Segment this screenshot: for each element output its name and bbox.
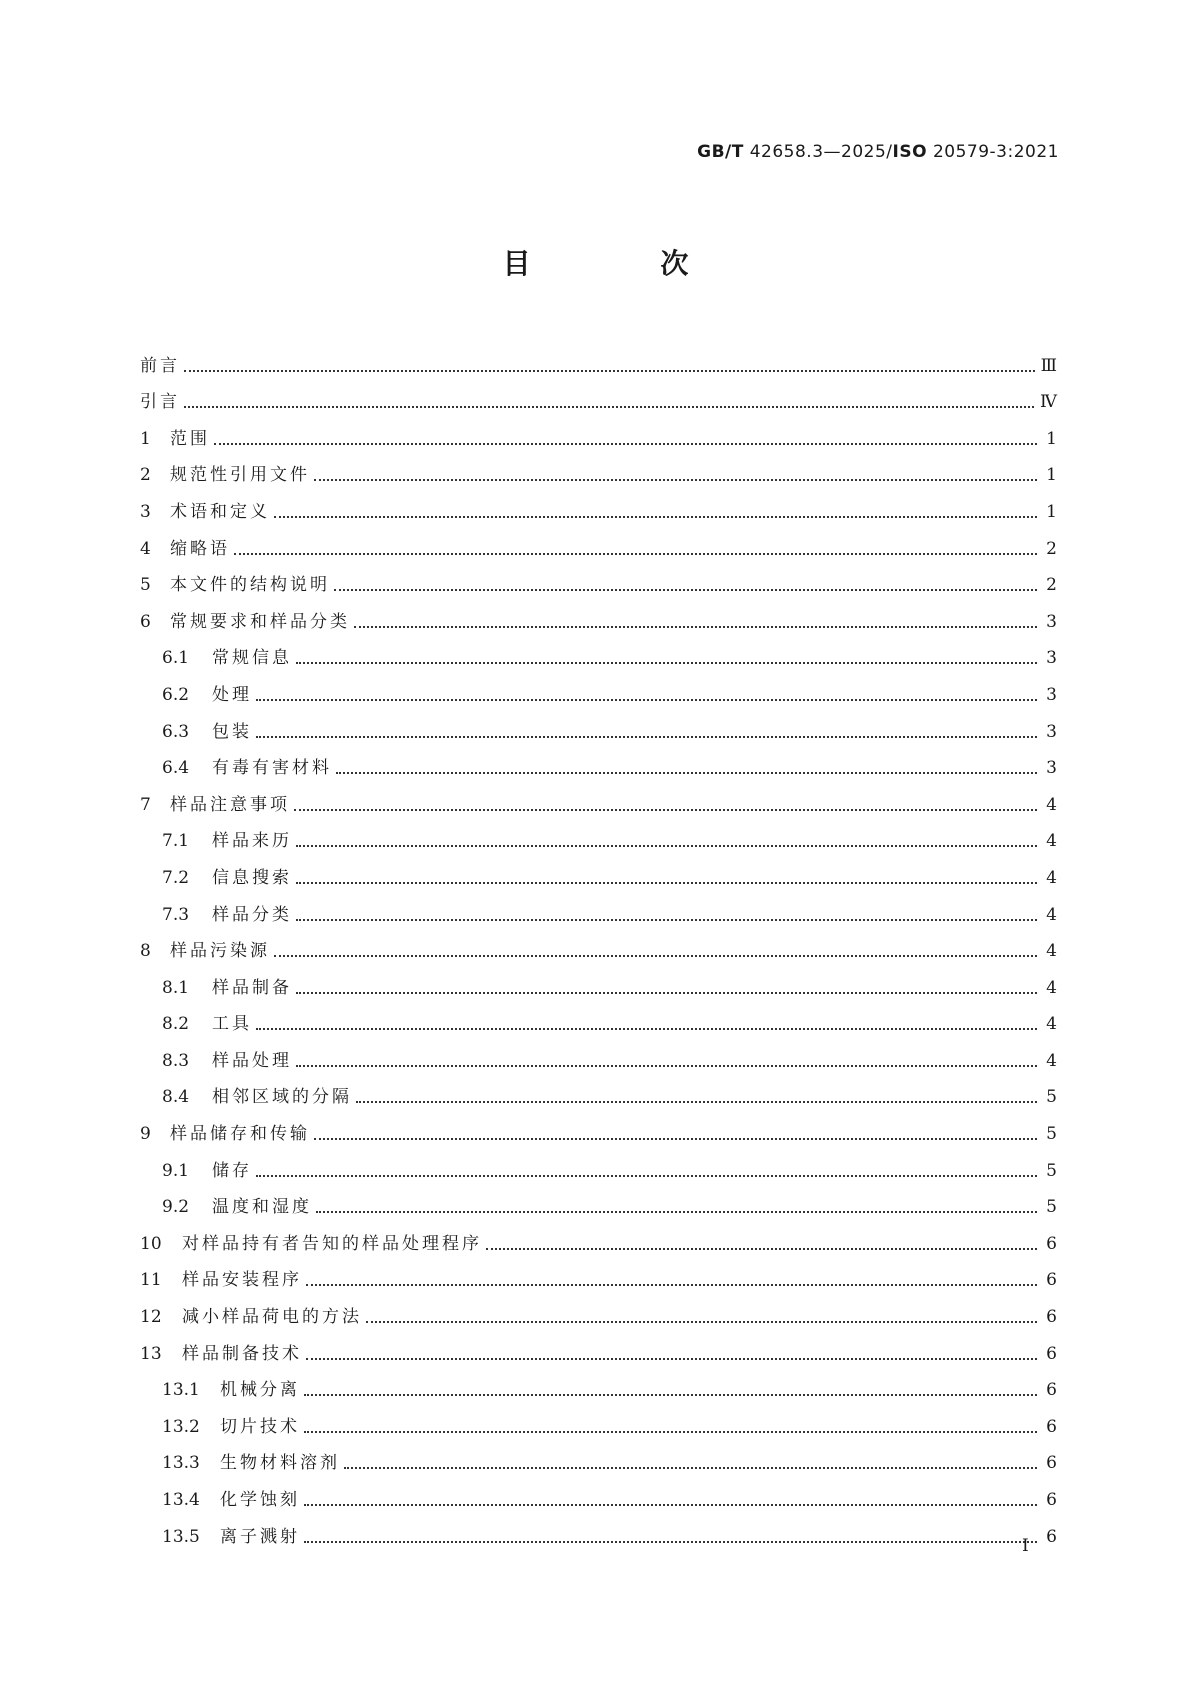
- toc-leader-dots: [234, 553, 1037, 555]
- iso-code-number: 20579-3:2021: [927, 142, 1059, 162]
- toc-leader-dots: [304, 1431, 1037, 1433]
- toc-entry[interactable]: [140, 1035, 1057, 1072]
- toc-entry[interactable]: [140, 1365, 1057, 1402]
- standard-code-number: 42658.3—2025/: [743, 142, 893, 162]
- standard-code-prefix: GB/T: [697, 142, 744, 162]
- toc-leader-dots: [354, 626, 1037, 628]
- toc-leader-dots: [294, 809, 1037, 811]
- toc-entry-number: 5: [140, 575, 151, 596]
- toc-entry-page: 4: [1046, 867, 1057, 888]
- toc-entry-page: 4: [1046, 831, 1057, 852]
- page-title: 目 次: [502, 247, 749, 280]
- toc-entry-title: 范围: [170, 428, 210, 449]
- toc-entry-number: 6: [140, 611, 151, 632]
- toc-entry-number: 6.3: [162, 721, 190, 742]
- toc-entry-title: 样品注意事项: [170, 794, 290, 815]
- toc-entry-page: 6: [1046, 1343, 1057, 1364]
- toc-entry-title: 前言: [140, 355, 180, 376]
- toc-leader-dots: [256, 1028, 1037, 1030]
- toc-entry-number: 8.1: [162, 977, 190, 998]
- toc-entry-number: 6.2: [162, 684, 190, 705]
- toc-leader-dots: [296, 882, 1037, 884]
- toc-entry[interactable]: [140, 413, 1057, 450]
- toc-entry-page: 6: [1046, 1380, 1057, 1401]
- toc-entry[interactable]: [140, 1072, 1057, 1109]
- toc-entry[interactable]: [140, 706, 1057, 743]
- toc-entry-title: 样品安装程序: [182, 1270, 302, 1291]
- toc-entry-number: 9.1: [162, 1160, 190, 1181]
- toc-entry-page: 3: [1046, 758, 1057, 779]
- toc-entry-number: 7.3: [162, 904, 190, 925]
- toc-entry-title: 机械分离: [220, 1380, 300, 1401]
- toc-entry-title: 处理: [212, 684, 252, 705]
- toc-entry-page: 3: [1046, 611, 1057, 632]
- toc-entry[interactable]: [140, 486, 1057, 523]
- standard-code: [697, 142, 1059, 162]
- toc-entry-page: 4: [1046, 794, 1057, 815]
- toc-entry-number: 9: [140, 1124, 151, 1145]
- toc-entry-page: Ⅳ: [1040, 392, 1057, 413]
- toc-entry-title: 样品来历: [212, 831, 292, 852]
- toc-entry[interactable]: [140, 633, 1057, 670]
- toc-entry-page: 1: [1046, 428, 1057, 449]
- toc-entry-page: Ⅲ: [1040, 355, 1057, 376]
- toc-entry[interactable]: [140, 669, 1057, 706]
- toc-entry[interactable]: [140, 1145, 1057, 1182]
- toc-entry-number: 6.1: [162, 648, 190, 669]
- toc-leader-dots: [256, 699, 1037, 701]
- toc-entry-title: 样品污染源: [170, 941, 270, 962]
- toc-entry[interactable]: [140, 926, 1057, 963]
- toc-entry-title: 温度和湿度: [212, 1197, 312, 1218]
- toc-leader-dots: [184, 406, 1034, 408]
- toc-entry[interactable]: [140, 560, 1057, 597]
- toc-entry-title: 常规要求和样品分类: [170, 611, 350, 632]
- iso-code-prefix: ISO: [892, 142, 928, 162]
- toc-entry-number: 13.4: [162, 1490, 200, 1510]
- toc-leader-dots: [214, 443, 1037, 445]
- toc-entry-title: 规范性引用文件: [170, 465, 310, 486]
- toc-entry[interactable]: [140, 889, 1057, 926]
- toc-leader-dots: [334, 589, 1037, 591]
- toc-entry[interactable]: [140, 523, 1057, 560]
- toc-entry-number: 7: [140, 794, 151, 815]
- toc-entry[interactable]: [140, 1218, 1057, 1255]
- toc-leader-dots: [184, 370, 1035, 372]
- toc-entry[interactable]: [140, 1438, 1057, 1475]
- toc-entry[interactable]: [140, 1474, 1057, 1511]
- toc-leader-dots: [296, 1065, 1037, 1067]
- toc-entry-number: 10: [140, 1233, 162, 1254]
- toc-leader-dots: [256, 736, 1037, 738]
- toc-entry-title: 本文件的结构说明: [170, 575, 330, 596]
- toc-entry[interactable]: [140, 1108, 1057, 1145]
- toc-entry-title: 生物材料溶剂: [220, 1453, 340, 1474]
- toc-entry-page: 6: [1046, 1233, 1057, 1254]
- toc-leader-dots: [306, 1358, 1037, 1360]
- toc-entry-title: 样品制备: [212, 977, 292, 998]
- toc-entry-page: 6: [1046, 1307, 1057, 1328]
- toc-entry-page: 2: [1046, 575, 1057, 596]
- toc-entry-title: 样品处理: [212, 1050, 292, 1071]
- toc-entry-page: 5: [1046, 1087, 1057, 1108]
- toc-entry-number: 1: [140, 428, 151, 449]
- toc-entry-title: 缩略语: [170, 538, 230, 559]
- toc-leader-dots: [316, 1211, 1037, 1213]
- toc-leader-dots: [306, 1284, 1037, 1286]
- toc-entry-number: 13.5: [162, 1526, 200, 1547]
- toc-entry-number: 3: [140, 501, 151, 522]
- toc-entry-page: 3: [1046, 684, 1057, 705]
- toc-entry-title: 信息搜索: [212, 867, 292, 888]
- toc-entry[interactable]: [140, 779, 1057, 816]
- toc-leader-dots: [274, 516, 1037, 518]
- toc-entry[interactable]: [140, 852, 1057, 889]
- toc-entry-title: 术语和定义: [170, 501, 270, 522]
- toc-entry-title: 样品制备技术: [182, 1343, 302, 1364]
- toc-entry-number: 8.3: [162, 1050, 190, 1071]
- toc-entry[interactable]: [140, 999, 1057, 1036]
- toc-entry-number: 12: [140, 1307, 162, 1328]
- toc-entry-page: 1: [1046, 465, 1057, 486]
- toc-entry-number: 13.1: [162, 1380, 200, 1401]
- toc-entry-page: 6: [1046, 1490, 1057, 1510]
- toc-leader-dots: [314, 1138, 1037, 1140]
- toc-entry-page: 6: [1046, 1526, 1057, 1547]
- toc-leader-dots: [304, 1541, 1037, 1543]
- toc-entry-number: 7.1: [162, 831, 190, 852]
- toc-entry-page: 3: [1046, 721, 1057, 742]
- toc-leader-dots: [296, 845, 1037, 847]
- toc-entry-page: 1: [1046, 501, 1057, 522]
- toc-entry-number: 9.2: [162, 1197, 190, 1218]
- toc-leader-dots: [314, 479, 1037, 481]
- toc-entry-number: 13: [140, 1343, 162, 1364]
- toc-entry[interactable]: [140, 743, 1057, 780]
- toc-entry-number: 2: [140, 465, 151, 486]
- toc-entry-number: 8: [140, 941, 151, 962]
- toc-entry-number: 8.2: [162, 1014, 190, 1035]
- toc-entry[interactable]: [140, 450, 1057, 487]
- toc-entry-page: 6: [1046, 1416, 1057, 1437]
- toc-leader-dots: [344, 1467, 1037, 1469]
- toc-entry-number: 13.2: [162, 1416, 200, 1437]
- toc-entry-title: 引言: [140, 392, 180, 413]
- toc-entry-title: 切片技术: [220, 1416, 300, 1437]
- toc-entry-page: 6: [1046, 1453, 1057, 1474]
- toc-entry-title: 样品分类: [212, 904, 292, 925]
- toc-entry-title: 对样品持有者告知的样品处理程序: [182, 1233, 482, 1254]
- toc-entry-number: 8.4: [162, 1087, 190, 1108]
- toc-entry-page: 5: [1046, 1124, 1057, 1145]
- toc-entry-title: 离子溅射: [220, 1526, 300, 1547]
- toc-entry[interactable]: [140, 1401, 1057, 1438]
- toc-entry-page: 4: [1046, 1014, 1057, 1035]
- toc-leader-dots: [256, 1175, 1037, 1177]
- toc-entry[interactable]: [140, 596, 1057, 633]
- toc-entry-page: 4: [1046, 904, 1057, 925]
- toc-entry-page: 4: [1046, 977, 1057, 998]
- toc-entry-title: 工具: [212, 1014, 252, 1035]
- toc-entry[interactable]: [140, 962, 1057, 999]
- toc-entry[interactable]: [140, 340, 1057, 377]
- toc-entry-page: 3: [1046, 648, 1057, 669]
- toc-entry-number: 6.4: [162, 758, 190, 779]
- toc-entry[interactable]: [140, 1255, 1057, 1292]
- toc-entry-title: 有毒有害材料: [212, 758, 332, 779]
- toc-leader-dots: [304, 1504, 1037, 1506]
- toc-entry-title: 储存: [212, 1160, 252, 1181]
- toc-leader-dots: [304, 1394, 1037, 1396]
- page-number: I: [1022, 1536, 1029, 1556]
- toc-entry-page: 4: [1046, 1050, 1057, 1071]
- toc-entry-title: 常规信息: [212, 648, 292, 669]
- toc-entry-number: 7.2: [162, 867, 190, 888]
- toc-entry-page: 5: [1046, 1160, 1057, 1181]
- toc-entry-number: 4: [140, 538, 151, 559]
- toc-entry-page: 2: [1046, 538, 1057, 559]
- toc-entry-title: 包装: [212, 721, 252, 742]
- toc-entry[interactable]: [140, 816, 1057, 853]
- toc-leader-dots: [274, 955, 1037, 957]
- toc-entry-page: 4: [1046, 941, 1057, 962]
- toc-leader-dots: [336, 772, 1037, 774]
- toc-entry[interactable]: [140, 377, 1057, 414]
- toc-entry[interactable]: [140, 1182, 1057, 1219]
- toc-entry-title: 样品储存和传输: [170, 1124, 310, 1145]
- toc-entry-page: 5: [1046, 1197, 1057, 1218]
- toc-entry-title: 减小样品荷电的方法: [182, 1307, 362, 1328]
- toc-entry-number: 13.3: [162, 1453, 200, 1474]
- toc-entry-number: 11: [140, 1270, 162, 1291]
- toc-leader-dots: [296, 992, 1037, 994]
- toc-leader-dots: [356, 1101, 1037, 1103]
- toc-leader-dots: [296, 662, 1037, 664]
- toc-leader-dots: [366, 1321, 1037, 1323]
- toc-entry-title: 化学蚀刻: [220, 1490, 300, 1510]
- toc-entry[interactable]: [140, 1328, 1057, 1365]
- toc-leader-dots: [486, 1248, 1037, 1250]
- table-of-contents: [140, 340, 1057, 1548]
- toc-entry[interactable]: [140, 1291, 1057, 1328]
- toc-entry[interactable]: [140, 1511, 1057, 1548]
- toc-entry-title: 相邻区域的分隔: [212, 1087, 352, 1108]
- toc-leader-dots: [296, 919, 1037, 921]
- toc-entry-page: 6: [1046, 1270, 1057, 1291]
